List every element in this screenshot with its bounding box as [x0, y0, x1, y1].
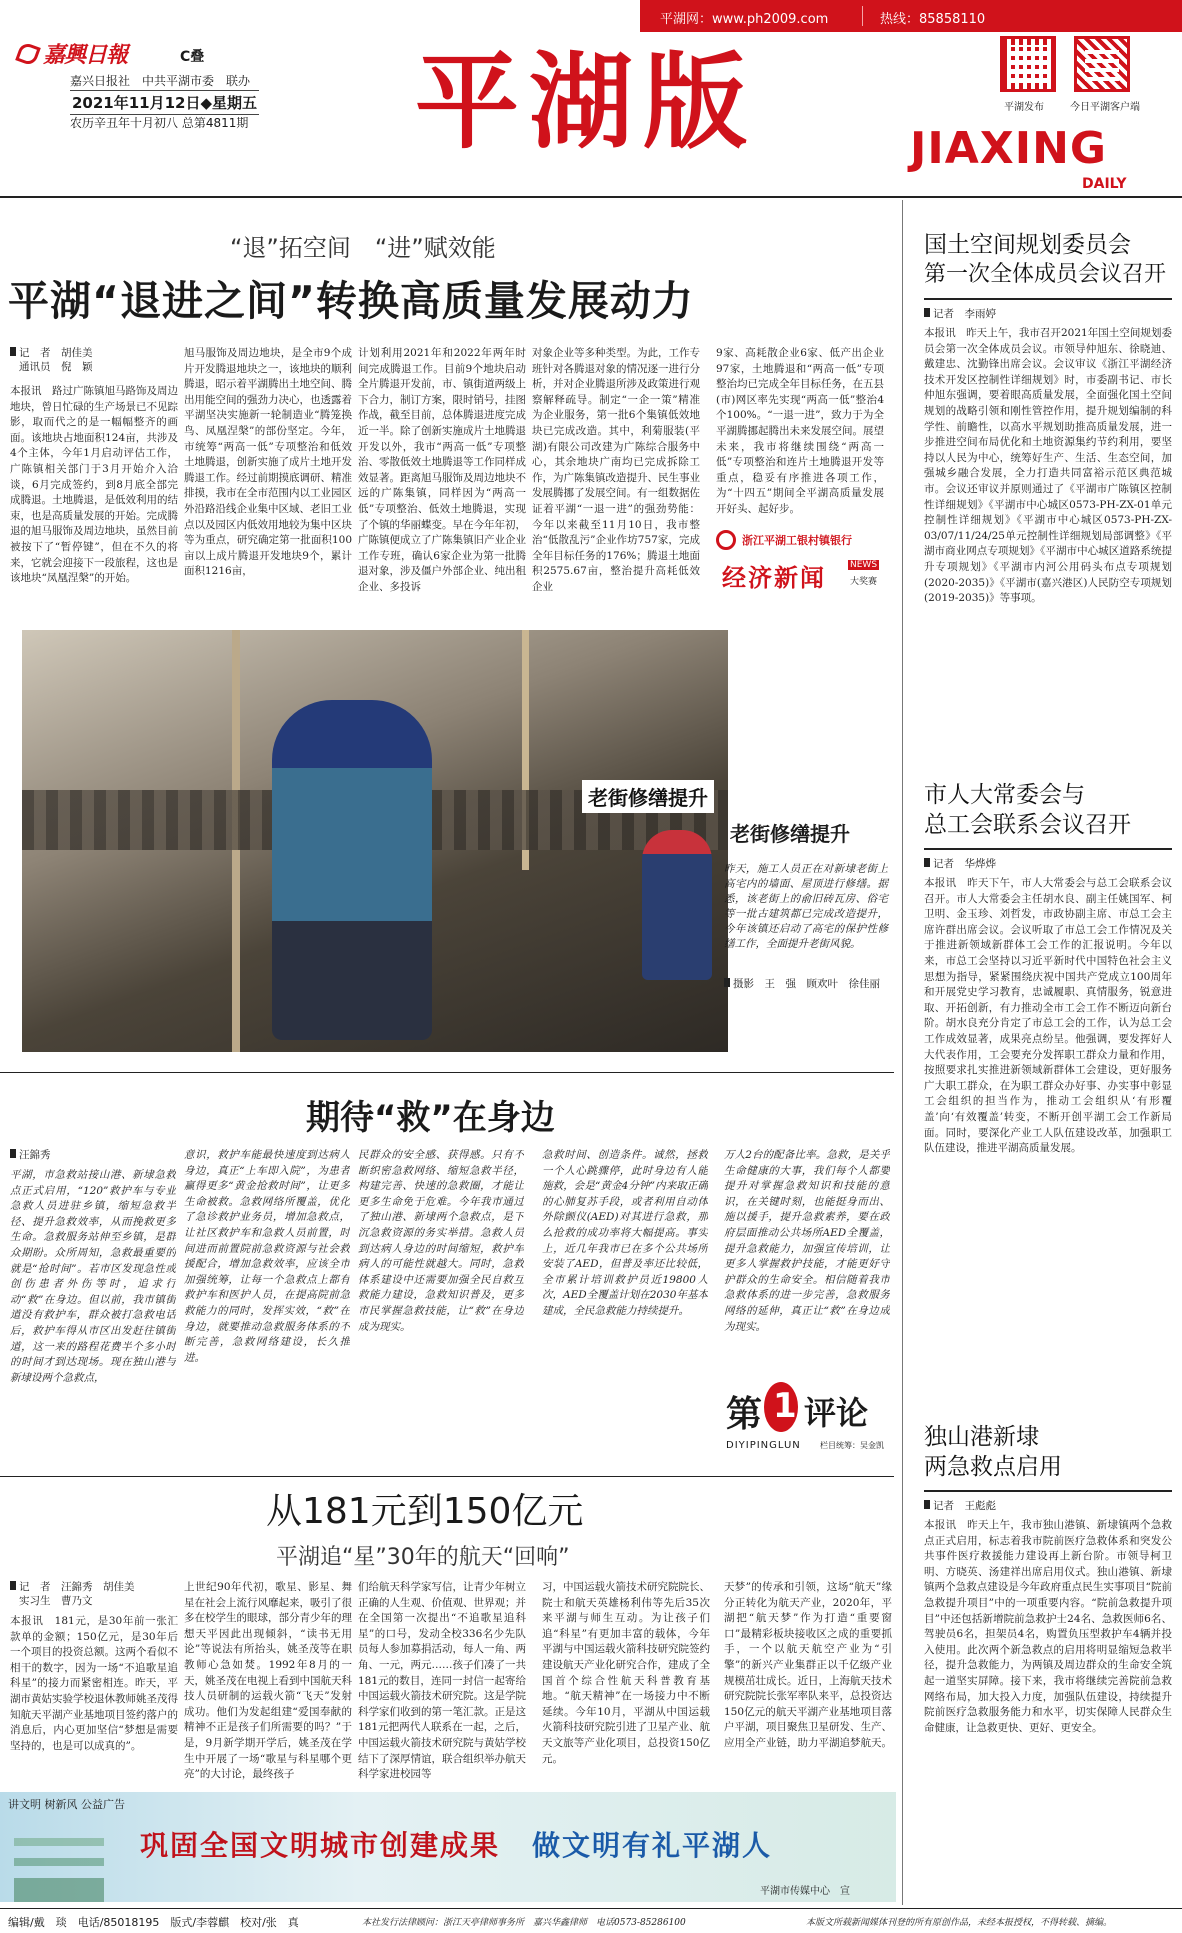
sponsor-logo-icon: [716, 530, 736, 550]
lead-col-5-text: 9家、高耗散企业6家、低产出企业97家，土地腾退和“两高一低”专项整治均已完成全年目标任务，在五县(市)网区率先实现“两高一低”整治4个100%。“一退一进”，致力于为全平湖腾挪起腾出未来发展空间。展望未来，我市将继续围绕“两高一低”专项整治和连片土地腾退开发等重点，稳妥有序推进各项工作，为“十四五”期间全平湖高质量发展开好头、起好步。: [716, 347, 884, 515]
space-col-5: 天梦”的传承和引领，这场“航天”缘分正转化为航天产业，2020年，平湖把“航天梦”作为打造“重要窗口”最精彩板块接收区之成的重要抓手，一个以航天航空产业为“引擎”的新兴产业集群正以千亿级产业规模茁壮成长。近日，上海航天技术研究院院长张军率队来平，总投资达150亿元的航天平湖产业基地项目落户平湖，项目聚焦卫星研发、生产、应用全产业链，助力平湖追梦航天。: [724, 1581, 892, 1749]
qr-label-1: 平湖发布: [1004, 102, 1044, 113]
rescue-col-2: 意识，救护车能最快速度到达病人身边，真正“上车即入院”，为患者赢得更多“黄金抢救时间”，让更多生命被救。急救网络所覆盖，优化了急诊救护业务员，增加急救点，让社区救护车和急救人员前置，时间进而前置院前急救资源与社会救援配合，增加急救效率，应该全市加强统筹，让每一个急救点上都有救护车和医护人员，在提高院前急救能力的同时，发挥实效，“救”在身边，就要推动急救服务体系的不断完善，急救网络建设，长久推进。: [184, 1149, 350, 1364]
space-col-4: 习，中国运载火箭技术研究院院长、院士和航天英雄杨利伟等先后35次来平湖与师生互动。为让孩子们追“科星”有更加丰富的载体，今年平湖与中国运载火箭科技研究院签约建设航天产业化研究合作，建成了全国首个综合性航天科普教育基地。“航天精神”在一场接力中不断延续。今年10月，平湖从中国运载火箭科技研究院引进了卫星产业、航天文旅等产业化项目，总投资150亿元。: [542, 1581, 710, 1765]
space-headline: 从181元到150亿元: [266, 1491, 584, 1532]
sponsor-tag: NEWS: [850, 560, 878, 570]
brand-en: JIAXING: [910, 123, 1108, 174]
banner-text-2: 做文明有礼平湖人: [532, 1829, 773, 1862]
photo-credit-text: 摄影 王 强 顾欢叶 徐佳丽: [733, 978, 880, 990]
lead-byline: [10, 346, 100, 374]
right-column-divider: [902, 200, 903, 1905]
rescue-col-4: 急救时间、创造条件。诚然，拯救一个人心跳骤停，此时身边有人能施救，会是“黄金4分钟”内来取正确的心肺复苏手段，或者利用自动体外除颤仪(AED)对其进行急救，那么抢救的成功率将大幅提高。事实上，近几年我市已在多个公共场所安装了AED，但普及率还比较低，全市累计培训救护员近19800人次，AED全覆盖计划在2030年基本建成，全民急救能力持续提升。: [542, 1149, 708, 1317]
footer-left: 编辑/戴 琰 电话/85018195 版式/李蓉麒 校对/张 真: [8, 1916, 299, 1929]
banner-credit: 平湖市传媒中心 宣: [760, 1886, 850, 1897]
footer-rule: [0, 1908, 1182, 1909]
right-a3-headline-2: 两急救点启用: [924, 1454, 1062, 1480]
right-a2-headline-1: 市人大常委会与: [924, 782, 1085, 808]
lead-byline-correspondent: 通讯员 倪 颖: [19, 361, 93, 373]
sponsor-block: [716, 528, 886, 596]
photo-caption: 昨天，施工人员正在对新埭老街上高宅内的墙面、屋顶进行修缮。据悉，该老街上的俞旧砖瓦房、俗宅等一批古建筑都已完成改造提升，今年该镇还启动了高宅的保护性修缮工作，全面提升老街风貌。: [724, 863, 888, 950]
qr-label-2: 今日平湖客户端: [1070, 102, 1140, 113]
qr-pattern-1: [1009, 45, 1047, 83]
top-website[interactable]: 平湖网：www.ph2009.com: [660, 12, 829, 27]
right-a2-body: 本报讯 昨天下午，市人大常委会与总工会联系会议召开。市人大常委会主任胡水良、副主任姚国军、柯卫明、金玉珍、刘哲发，市政协副主席、市总工会主席许群出席会议。会议听取了市总工会工作情况及关于推进新领域新群体工会工作的汇报说明。今年以来，市总工会坚持以习近平新时代中国特色社会主义思想为指导，紧紧围绕庆祝中国共产党成立100周年和开展党史学习教育，忠诚履职、真情服务，锐意进取、开拓创新，有力推动全市工会工作不断迈向新台阶。胡水良充分肯定了市总工会的工作，认为总工会工作成效显著，成果亮点纷呈。他强调，要发挥好人大代表作用，工会要充分发挥职工群众力量和作用，按照要求扎实推进新领域新群体工会建设，更好服务广大职工群众，在为职工群众办好事、办实事中彰显工会组织的担当作为，推动工会组织从‘有形覆盖’向‘有效覆盖’转变，不断开创平湖工会工作新局面。同时，要深化产业工人队伍建设改革，加强职工队伍建设，推进平湖高质量发展。: [924, 877, 1172, 1155]
qr-pattern-2: [1085, 47, 1119, 81]
right-a3-byline-text: 记者 王彪彪: [933, 1500, 996, 1512]
mid-rule-1: [0, 1072, 894, 1073]
banner-pagoda-icon: [14, 1822, 104, 1902]
banner-text-1: 巩固全国文明城市创建成果: [140, 1829, 501, 1862]
lead-col-3-text: 计划利用2021年和2022年两年时间完成腾退工作。目前9个地块启动全片腾退开发前，市、镇街道两级上下合力，制订方案，限时销号，挂图作战，截至目前，总体腾退进度完成近一半。除了创新实施成片土地腾退开发以外，我市“两高一低”专项整治、零散低效土地腾退等工作同样成效显著。距离旭马服饰及周边地块不远的广陈集镇，同样因为“两高一低”专项整治、低效土地腾退，实现了个镇的华丽蝶变。早在今年年初，广陈镇便成立了广陈集镇旧产业企业工作专班，确认6家企业为第一批腾退对象，涉及僵户外部企业、纯出租企业、多投诉: [358, 347, 526, 593]
photo-title-display: 老街修缮提升: [730, 822, 850, 846]
feature-photo: [22, 630, 728, 1052]
logo-mark-icon: [15, 41, 41, 67]
commentary-prefix: 第: [726, 1394, 763, 1435]
top-divider: [862, 6, 863, 26]
commentary-number: 1: [773, 1386, 797, 1426]
lead-headline: 平湖“退进之间”转换高质量发展动力: [8, 277, 694, 325]
commentary-editor: 栏目统筹：吴金凯: [820, 1441, 884, 1450]
rescue-col-1: 平湖，市急救站接山港、新埭急救点正式启用，“120”救护车与专业急救人员进驻乡镇，缩短急救半径、提升急救效率，从而挽救更多生命。急救服务站伸至乡镇，是群众期盼。众所周知，急救最重要的就是“抢时间”。若市区发现急性或创伤患者外伤等时，追求行动“救”在身边。但以前，我市镇街道没有救护车，群众被打急救电话后，救护车得从市区出发赶往镇街道，这一来的路程花费半个多小时的时间才到达现场。现在独山港与新埭设两个急救点，: [10, 1169, 176, 1384]
commentary-pinyin: DIYIPINGLUN: [726, 1440, 801, 1451]
right-a3-body: 本报讯 昨天上午，我市独山港镇、新埭镇两个急救点正式启用，标志着我市院前医疗急救体系和突发公共事件医疗救援能力建设再上新台阶。市领导柯卫明、方晓英、汤建祥出席启用仪式。独山港镇、新埭镇两个急救点建设是今年政府重点民生实事项目“院前急救提升项目”中的一项重要内容。“院前急救提升项目”中还包括新增院前急救护士24名、急救医师6名、驾驶员6名，担架员4名，购置负压型救护车4辆并投入使用。此次两个新急救点的启用将明显缩短急救半径，提升急救能力，为两镇及周边群众的生命安全筑起一道坚实屏障。接下来，我市将继续完善院前急救网络布局，加大投入力度，加强队伍建设，持续提升院前医疗急救服务能力和水平，切实保障人民群众生命健康，让急救更快、更好、更安全。: [924, 1519, 1172, 1734]
newspaper-logo: [18, 38, 160, 68]
sponsor-tag-2: 大奖赛: [850, 577, 878, 587]
rescue-col-5: 万人2台的配备比率。急救，是关乎生命健康的大事，我们每个人都要提升对掌握急救知识和技能的意识，在关键时刻，也能挺身而出、施以援手，提升急救素养，要在政府层面推动公共场所AED全覆盖，提升急救能力，加强宣传培训，让更多人掌握救护技能，才能更好守护群众的生命安全。相信随着我市急救体系的进一步完善，急救服务网络的延伸，真正让“救”在身边成为现实。: [724, 1149, 890, 1333]
right-a1-body: 本报讯 昨天上午，我市召开2021年国土空间规划委员会第一次全体成员会议。市领导仲旭东、徐晓迪、戴建忠、沈勤锋出席会议。会议审议《浙江平湖经济技术开发区控制性详细规划》时，市委副书记、市长仲旭东强调，要着眼高质量发展，全面强化国土空间规划的战略引领和刚性管控作用，提升规划编制的科学性、前瞻性，以高水平规划助推高质量发展，进一步推进空间布局优化和土地资源集约节约利用，要坚持以人民为中心，统筹好生产、生活、生态空间，加强城乡融合发展，全力打造共同富裕示范区典范城市。会议还审议并原则通过了《平湖市广陈镇区控制性详细规划》《平湖市中心城区0573-PH-ZX-01单元控制性详细规划》《平湖市中心城区0573-PH-ZX-03/07/11/24/25单元控制性详细规划局部调整》《平湖市商业网点专项规划》《平湖市中心城区道路系统提升专项规划》《平湖市内河公用码头布点专项规划(2020-2035)》《平湖市(嘉兴港区)人民防空专项规划(2019-2035)》等事项。: [924, 327, 1172, 605]
lead-kicker: “退”拓空间 “进”赋效能: [230, 234, 496, 262]
public-service-banner: [0, 1792, 896, 1902]
right-a2-byline: [924, 848, 1172, 871]
lead-byline-reporter: 记 者 胡佳美: [10, 346, 100, 360]
rescue-author: [10, 1148, 51, 1162]
space-col-3: 们给航天科学家写信，让青少年树立正确的人生观、价值观、世界观；并在全国第一次提出“不追歌星追科星”的口号，发动全校336名少先队员每人参加募捐活动，每人一角、两角、一元，两元……孩子们凑了一共181元的数目，连同一封信一起寄给中国运载火箭技术研究院。这是学院科学家们收到的第一笔汇款。正是这181元把两代人联系在一起，之后，中国运载火箭技术研究院与黄姑学校结下了深厚情谊，联合组织举办航天科学家进校园等: [358, 1581, 526, 1781]
right-a1-headline-2: 第一次全体成员会议召开: [924, 262, 1167, 287]
header-rule: [0, 196, 1182, 198]
sponsor-name: 浙江平湖工银村镇银行: [742, 534, 852, 547]
masthead: 平湖版: [415, 40, 758, 163]
date-line: 2021年11月12日◆星期五: [70, 90, 259, 115]
right-a2-headline-2: 总工会联系会议召开: [924, 812, 1131, 838]
qr-code-2[interactable]: [1074, 36, 1130, 92]
logo-text: 嘉興日報: [43, 42, 128, 68]
brand-daily: DAILY: [1082, 176, 1127, 192]
lead-col-2-text: 旭马服饰及周边地块，是全市9个成片开发腾退地块之一，该地块的顺利腾退，昭示着平湖腾出土地空间、腾出用能空间的强劲力决心，也透露着平湖坚决实施新一轮制造业“腾笼换鸟、凤凰涅槃”的部份坚定。今年，市统筹“两高一低”专项整治和低效土地腾退，创新实施了成片土地开发腾退工作。经过前期摸底调研、精准排摸，我市在全市范围内以工业园区外沿路沿线企业集中区域、老旧工业点以及园区内低效用地较为集中区块等为重点，研究确定第一批面积100亩以上成片腾退开发地块9个，累计面积1216亩，: [184, 347, 352, 578]
photo-worker-1: [272, 700, 432, 1040]
footer-mid: 本社发行法律顾问：浙江天亭律师事务所 嘉兴华鑫律师 电话0573-85286100: [362, 1918, 686, 1928]
lunar-line: 农历辛丑年十月初八 总第4811期: [70, 116, 249, 130]
lead-col-4-text: 对象企业等多种类型。为此，工作专班针对各腾退对象的情况逐一进行分析，并对企业腾退所涉及政策进行观察解释疏导。制定“一企一策”精准为企业服务，第一批6个集镇低效地块已完成改造。其中，利菊服装(平湖)有限公司改建为广陈综合服务中心，其余地块广南均已完成拆除工作，为广陈集镇改造提升、民生事业发展腾挪了发展空间。有一组数据佐证着平湖“一退一进”的强劲势能：今年以来截至11月10日，我市整治“低散乱污”企业作坊757家，完成全年目标任务的176%；腾退土地面积2575.67亩，整治提升高耗低效企业: [532, 347, 700, 593]
right-a1-byline-text: 记者 李雨婷: [933, 308, 996, 320]
space-byline-intern: 实习生 曹乃文: [19, 1595, 93, 1607]
mid-rule-2: [0, 1476, 894, 1477]
top-hotline: 热线：85858110: [880, 12, 986, 27]
lead-col-1-text: 本报讯 路过广陈镇旭马路饰及周边地块，曾日忙碌的生产场景已不见踪影，取而代之的是一幅幅整齐的画面。该地块占地面积124亩，共涉及4个主体，今年1月启动评估工作，广陈镇相关部门于3月开始介入洽谈，6月完成签约，到8月底全部完成腾退。土地腾退，是低效利用的结束，也是高质量发展的开始。完成腾退的旭马服饰及周边地块，虽然目前被按下了“暂停键”，但在不久的将来，它就会迎接下一段旅程，这也是该地块“凤凰涅槃”的开始。: [10, 385, 178, 585]
photo-worker-2: [642, 830, 712, 980]
banner-top-label: 讲文明 树新风 公益广告: [8, 1798, 125, 1811]
photo-title: 老街修缮提升: [582, 780, 714, 813]
right-a2-byline-text: 记者 华烨烨: [933, 858, 996, 870]
right-a1-headline-1: 国土空间规划委员会: [924, 232, 1131, 258]
space-byline-reporters: 记 者 汪錦秀 胡佳美: [10, 1580, 180, 1594]
sponsor-column-name: 经济新闻: [722, 564, 826, 592]
rescue-col-3: 民群众的安全感、获得感。只有不断织密急救网络、缩短急救半径，构建完善、快速的急救圈，才能让更多生命免于危难。今年我市通过了独山港、新埭两个急救点，是下沉急救资源的务实举措。急救人员到达病人身边的时间缩短，救护车病人的可能性就越大。同时，急救体系建设中还需要加强全民自救互救能力建设，急救知识普及，更多市民掌握急救技能，让“救”在身边成为现实。: [358, 1149, 524, 1333]
space-subheadline: 平湖追“星”30年的航天“回响”: [276, 1545, 570, 1570]
rescue-headline: 期待“救”在身边: [306, 1098, 555, 1138]
right-a3-headline-1: 独山港新埭: [924, 1424, 1039, 1450]
commentary-logo: [724, 1380, 890, 1464]
qr-code-1[interactable]: [1000, 36, 1056, 92]
space-col-2: 上世纪90年代初，歌星、影星、舞星在社会上流行风靡起来，吸引了很多在校学生的眼球，部分青少年的理想天平因此出现倾斜，“读书无用论”等说法有所抬头，姚圣茂等在职教师心急如焚。1992年8月的一天，姚圣茂在电视上看到中国航天科技人员研制的运载火箭“飞天”发射成功。他们为发起组建“爱国奉献的精神不正是孩子们所需要的吗？”于是，9月新学期开学后，姚圣茂在学生中开展了一场“歌星与科星哪个更亮”的大讨论，最终孩子: [184, 1581, 352, 1781]
commentary-word: 评论: [804, 1394, 869, 1432]
right-a3-byline: [924, 1490, 1172, 1513]
edition-mark: C叠: [180, 49, 205, 65]
org-line: 嘉兴日报社 中共平湖市委 联办: [70, 74, 251, 88]
rescue-author-name: 汪錦秀: [19, 1149, 51, 1161]
space-byline: [10, 1580, 180, 1608]
photo-credit: [724, 976, 880, 991]
right-a1-byline: [924, 298, 1172, 321]
footer-right: 本版文所载新闻媒体刊登的所有原创作品，未经本报授权，不得转载、摘编。: [806, 1918, 1113, 1928]
space-col-1: 本报讯 181元，是30年前一张汇款单的金额；150亿元，是30年后一个项目的投资总额。这两个看似不相干的数字，因为一场“不追歌星追科星”的接力而紧密相连。昨天，平湖市黄姑实验学校退休教师姚圣茂得知航天平湖产业基地项目签约落户的消息后，内心更加坚信“梦想是需要坚持的，也是可以成真的”。: [10, 1615, 178, 1752]
